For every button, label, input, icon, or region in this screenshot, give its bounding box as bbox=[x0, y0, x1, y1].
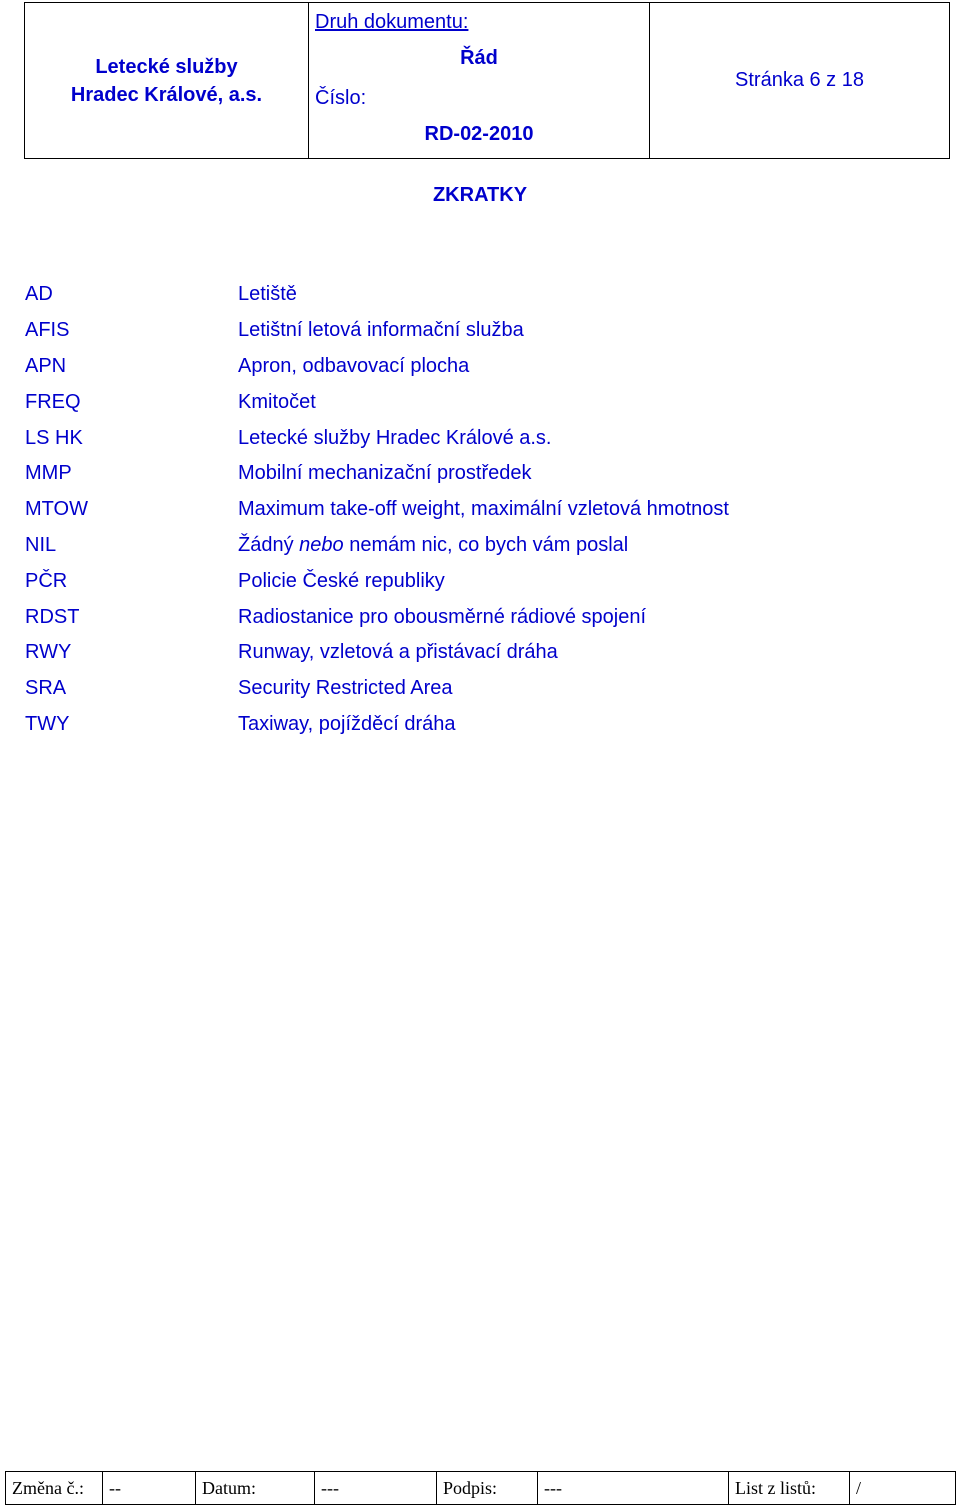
doc-number-label: Číslo: bbox=[315, 87, 367, 109]
org-name-line1: Letecké služby bbox=[95, 55, 238, 78]
doc-type-value: Řád bbox=[460, 47, 498, 69]
page-info: Stránka 6 z 18 bbox=[735, 69, 864, 91]
change-value: -- bbox=[103, 1472, 196, 1505]
section-title: ZKRATKY bbox=[432, 184, 528, 206]
abbreviation-code: FREQ bbox=[25, 390, 81, 413]
abbreviation-code: TWY bbox=[25, 712, 70, 735]
description-italic-part: nebo bbox=[299, 533, 344, 556]
list-item bbox=[25, 456, 925, 492]
abbreviation-description: Apron, odbavovací plocha bbox=[238, 354, 470, 377]
abbreviation-list bbox=[25, 277, 925, 742]
list-item bbox=[25, 528, 925, 564]
abbreviation-description: Policie České republiky bbox=[238, 569, 445, 592]
abbreviation-description: Mobilní mechanizační prostředek bbox=[238, 462, 532, 485]
abbreviation-code: RWY bbox=[25, 641, 72, 664]
list-item bbox=[25, 384, 925, 420]
abbreviation-code: MTOW bbox=[25, 498, 88, 521]
list-item bbox=[25, 563, 925, 599]
signature-label: Podpis: bbox=[437, 1472, 538, 1505]
list-item bbox=[25, 599, 925, 635]
abbreviation-description: Maximum take-off weight, maximální vzletová hmotnost bbox=[238, 498, 729, 521]
abbreviation-description: Letiště bbox=[238, 283, 297, 306]
abbreviation-description: Kmitočet bbox=[238, 390, 316, 413]
abbreviation-description: Security Restricted Area bbox=[238, 677, 453, 700]
document-header bbox=[24, 2, 950, 159]
abbreviation-code: RDST bbox=[25, 605, 80, 628]
abbreviation-code: AD bbox=[25, 283, 53, 306]
change-label: Změna č.: bbox=[6, 1472, 103, 1505]
abbreviation-code: NIL bbox=[25, 533, 57, 556]
list-item bbox=[25, 313, 925, 349]
abbreviation-description: Letecké služby Hradec Králové a.s. bbox=[238, 426, 552, 449]
list-item bbox=[25, 671, 925, 707]
description-part: nemám nic, co bych vám poslal bbox=[343, 533, 629, 556]
sheet-label: List z listů: bbox=[729, 1472, 850, 1505]
organization-cell bbox=[25, 3, 309, 159]
abbreviation-description: Taxiway, pojížděcí dráha bbox=[238, 712, 456, 735]
page-info-cell bbox=[650, 3, 950, 159]
abbreviation-description: Runway, vzletová a přistávací dráha bbox=[238, 641, 558, 664]
abbreviation-code: PČR bbox=[25, 569, 68, 592]
abbreviation-description bbox=[238, 534, 925, 557]
list-item bbox=[25, 635, 925, 671]
list-item bbox=[25, 420, 925, 456]
list-item bbox=[25, 492, 925, 528]
signature-value: --- bbox=[538, 1472, 729, 1505]
sheet-value: / bbox=[850, 1472, 956, 1505]
abbreviation-code: MMP bbox=[25, 462, 72, 485]
org-name-line2: Hradec Králové, a.s. bbox=[70, 83, 263, 106]
date-label: Datum: bbox=[196, 1472, 315, 1505]
document-info-cell bbox=[309, 3, 650, 159]
doc-type-label: Druh dokumentu: bbox=[315, 11, 469, 33]
date-value: --- bbox=[315, 1472, 437, 1505]
description-part: Žádný bbox=[238, 533, 300, 556]
document-footer bbox=[5, 1471, 956, 1505]
doc-number-value: RD-02-2010 bbox=[424, 123, 534, 145]
abbreviation-code: APN bbox=[25, 354, 67, 377]
abbreviation-code: SRA bbox=[25, 677, 67, 700]
list-item bbox=[25, 349, 925, 385]
list-item bbox=[25, 277, 925, 313]
abbreviation-code: LS HK bbox=[25, 426, 83, 449]
abbreviation-code: AFIS bbox=[25, 319, 70, 342]
abbreviation-description: Letištní letová informační služba bbox=[238, 319, 524, 342]
abbreviation-description: Radiostanice pro obousměrné rádiové spojení bbox=[238, 605, 647, 628]
list-item bbox=[25, 707, 925, 743]
